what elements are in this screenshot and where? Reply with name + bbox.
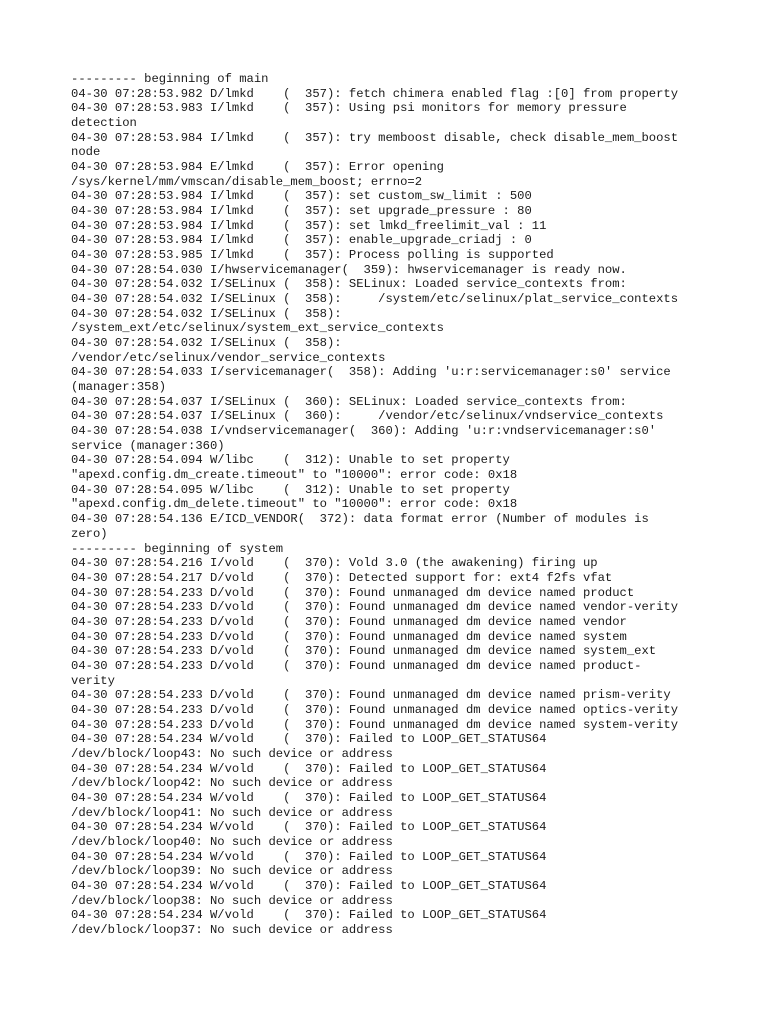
log-line-continuation: /system_ext/etc/selinux/system_ext_service_contexts: [71, 321, 444, 336]
log-section-header: --------- beginning of main: [71, 72, 269, 86]
log-line: 04-30 07:28:54.038 I/vndservicemanager( 360): Adding 'u:r:vndservicemanager:s0': [71, 424, 657, 439]
log-line: 04-30 07:28:54.233 D/vold ( 370): Found unmanaged dm device named product-: [71, 658, 642, 673]
log-line: 04-30 07:28:54.032 I/SELinux ( 358):: [71, 336, 342, 351]
log-line: 04-30 07:28:53.985 I/lmkd ( 357): Process polling is supported: [71, 248, 554, 263]
log-line: 04-30 07:28:54.234 W/vold ( 370): Failed to LOOP_GET_STATUS64: [71, 849, 547, 864]
log-line: 04-30 07:28:53.984 E/lmkd ( 357): Error opening: [71, 160, 444, 175]
log-line: 04-30 07:28:53.982 D/lmkd ( 357): fetch chimera enabled flag :[0] from property: [71, 86, 679, 101]
log-line: 04-30 07:28:54.233 D/vold ( 370): Found unmanaged dm device named system-verity: [71, 717, 679, 732]
log-line-continuation: /dev/block/loop39: No such device or address: [71, 864, 393, 879]
log-line-continuation: /dev/block/loop40: No such device or address: [71, 834, 393, 849]
log-section-header: --------- beginning of system: [71, 541, 284, 556]
log-line-continuation: service (manager:360): [71, 438, 225, 453]
log-line-continuation: "apexd.config.dm_delete.timeout" to "10000": error code: 0x18: [71, 497, 518, 512]
log-line: 04-30 07:28:53.983 I/lmkd ( 357): Using psi monitors for memory pressure: [71, 101, 627, 116]
log-line: 04-30 07:28:54.233 D/vold ( 370): Found unmanaged dm device named optics-verity: [71, 702, 679, 717]
log-line-continuation: verity: [71, 673, 115, 688]
log-line: 04-30 07:28:54.030 I/hwservicemanager( 359): hwservicemanager is ready now.: [71, 262, 627, 277]
log-line-continuation: zero): [71, 526, 108, 541]
log-line: 04-30 07:28:53.984 I/lmkd ( 357): set custom_sw_limit : 500: [71, 189, 532, 204]
log-line: 04-30 07:28:54.233 D/vold ( 370): Found unmanaged dm device named vendor-verity: [71, 600, 679, 615]
log-line: 04-30 07:28:54.095 W/libc ( 312): Unable to set property: [71, 482, 510, 497]
log-line: 04-30 07:28:54.217 D/vold ( 370): Detected support for: ext4 f2fs vfat: [71, 570, 613, 585]
log-line-continuation: /dev/block/loop41: No such device or address: [71, 805, 393, 820]
log-line-continuation: (manager:358): [71, 380, 167, 395]
log-line: 04-30 07:28:54.033 I/servicemanager( 358): Adding 'u:r:servicemanager:s0' service: [71, 365, 671, 380]
log-line: 04-30 07:28:53.984 I/lmkd ( 357): try memboost disable, check disable_mem_boost: [71, 130, 679, 145]
log-line: 04-30 07:28:54.094 W/libc ( 312): Unable to set property: [71, 453, 510, 468]
log-line-continuation: /dev/block/loop37: No such device or address: [71, 922, 393, 937]
log-line: 04-30 07:28:54.233 D/vold ( 370): Found unmanaged dm device named system_ext: [71, 644, 657, 659]
log-line-continuation: /sys/kernel/mm/vmscan/disable_mem_boost; errno=2: [71, 174, 423, 189]
log-line: 04-30 07:28:54.032 I/SELinux ( 358): SELinux: Loaded service_contexts from:: [71, 277, 627, 292]
log-line: 04-30 07:28:54.032 I/SELinux ( 358):: [71, 306, 342, 321]
log-line-continuation: /dev/block/loop38: No such device or address: [71, 893, 393, 908]
log-line: 04-30 07:28:54.032 I/SELinux ( 358): /system/etc/selinux/plat_service_contexts: [71, 292, 679, 307]
log-line-continuation: detection: [71, 116, 137, 131]
log-line: 04-30 07:28:54.037 I/SELinux ( 360): SELinux: Loaded service_contexts from:: [71, 394, 627, 409]
log-line: 04-30 07:28:53.984 I/lmkd ( 357): set upgrade_pressure : 80: [71, 204, 532, 219]
log-line: 04-30 07:28:54.233 D/vold ( 370): Found unmanaged dm device named system: [71, 629, 627, 644]
log-line-continuation: /vendor/etc/selinux/vendor_service_contexts: [71, 350, 386, 365]
log-line-continuation: /dev/block/loop42: No such device or address: [71, 776, 393, 791]
log-line: 04-30 07:28:54.234 W/vold ( 370): Failed to LOOP_GET_STATUS64: [71, 908, 547, 923]
log-line: 04-30 07:28:54.136 E/ICD_VENDOR( 372): data format error (Number of modules is: [71, 512, 649, 527]
log-line: 04-30 07:28:54.233 D/vold ( 370): Found unmanaged dm device named product: [71, 585, 635, 600]
log-line: 04-30 07:28:53.984 I/lmkd ( 357): set lmkd_freelimit_val : 11: [71, 218, 547, 233]
log-line: 04-30 07:28:54.216 I/vold ( 370): Vold 3.0 (the awakening) firing up: [71, 556, 598, 571]
log-text-block: [71, 72, 711, 938]
log-line: 04-30 07:28:54.234 W/vold ( 370): Failed to LOOP_GET_STATUS64: [71, 790, 547, 805]
log-line-continuation: node: [71, 145, 101, 160]
log-line: 04-30 07:28:54.037 I/SELinux ( 360): /vendor/etc/selinux/vndservice_contexts: [71, 409, 664, 424]
log-line-continuation: "apexd.config.dm_create.timeout" to "10000": error code: 0x18: [71, 468, 518, 483]
log-line: 04-30 07:28:53.984 I/lmkd ( 357): enable_upgrade_criadj : 0: [71, 233, 532, 248]
log-line: 04-30 07:28:54.233 D/vold ( 370): Found unmanaged dm device named vendor: [71, 614, 627, 629]
log-line-continuation: /dev/block/loop43: No such device or address: [71, 746, 393, 761]
log-line: 04-30 07:28:54.234 W/vold ( 370): Failed to LOOP_GET_STATUS64: [71, 878, 547, 893]
log-line: 04-30 07:28:54.234 W/vold ( 370): Failed to LOOP_GET_STATUS64: [71, 761, 547, 776]
log-line: 04-30 07:28:54.234 W/vold ( 370): Failed to LOOP_GET_STATUS64: [71, 732, 547, 747]
log-line: 04-30 07:28:54.233 D/vold ( 370): Found unmanaged dm device named prism-verity: [71, 688, 671, 703]
log-line: 04-30 07:28:54.234 W/vold ( 370): Failed to LOOP_GET_STATUS64: [71, 820, 547, 835]
